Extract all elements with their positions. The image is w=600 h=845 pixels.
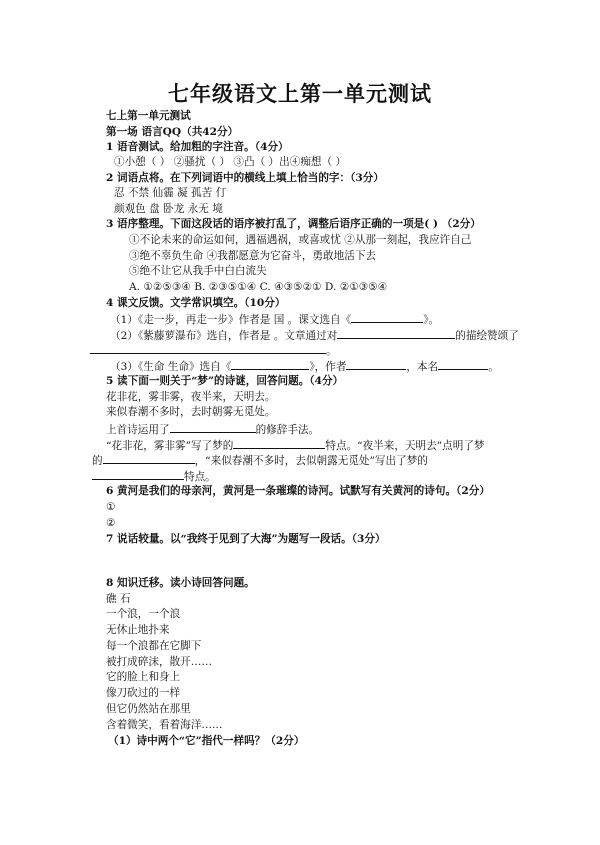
question-5-answer-line-1: [106, 437, 485, 453]
poem-line: 但它仍然站在那里: [106, 703, 191, 715]
poem-line: 每一个浪都在它脚下: [106, 640, 202, 652]
question-5-a1: “花非花，雾非雾”写了梦的: [106, 440, 234, 452]
poem-line: 无休止地扑来: [106, 624, 170, 636]
answer-blank[interactable]: [233, 437, 325, 449]
question-4-part-3-name: ，本名: [406, 361, 439, 373]
subtitle: 七上第一单元测试: [106, 110, 191, 122]
question-4-part-2-text: （2）《紫藤萝瀑布》选自，作者是 。文章通过对: [110, 330, 338, 342]
question-6-mark-1: ①: [106, 501, 116, 513]
poem-line: 像刀砍过的一样: [106, 687, 181, 699]
answer-blank[interactable]: [337, 327, 455, 339]
question-3-stem: 3 语序整理。下面这段话的语序被打乱了，调整后语序正确的一项是( ) （2分）: [106, 218, 481, 230]
question-8-sub-1: （1）诗中两个“它”指代一样吗？（2分）: [108, 735, 305, 747]
question-5-stem: 5 读下面一则关于“梦”的诗谜，回答问题。（4分）: [106, 375, 344, 387]
poem-line: 被打成碎沫，散开……: [106, 656, 212, 668]
answer-blank[interactable]: [346, 358, 406, 370]
answer-blank[interactable]: [231, 358, 309, 370]
question-4-part-1-end: 》。: [423, 314, 440, 326]
question-4-part-1: [110, 311, 439, 327]
question-4-part-3-author: 》，作者: [309, 361, 347, 373]
question-3-sentence-3: ⑤绝不让它从我手中白白流失: [129, 265, 267, 277]
question-4-part-1-text: （1）《走一步，再走一步》作者是 国 。课文选自《: [110, 314, 352, 326]
question-5-ask-end: 的修辞手法。: [255, 424, 320, 436]
question-4-stem: 4 课文反馈。文学常识填空。（10分）: [106, 297, 286, 309]
question-3-sentence-1: ①不论未来的命运如何，遇福遇祸，或喜或忧 ②从那一刻起，我应许自己: [129, 234, 472, 246]
question-5-a5: 特点。: [184, 471, 216, 483]
question-4-part-2-end: 。: [326, 345, 337, 357]
question-1-stem: 1 语音测试。给加粗的字注音。（4分）: [106, 141, 289, 153]
question-5-a3: 的: [92, 455, 103, 467]
question-3-options: A. ①②⑤③④ B. ②③⑤①④ C. ④③⑤②① D. ②①③⑤④: [129, 281, 388, 293]
question-8-stem: 8 知识迁移。读小诗回答问题。: [106, 577, 255, 589]
question-4-part-2-cont: [90, 342, 337, 358]
question-5-answer-line-3: [92, 468, 216, 484]
section-heading: 第一场 语言QQ（共42分）: [106, 126, 239, 138]
question-2-row-2: 颜观色 盘 卧龙 永无 境: [114, 203, 223, 215]
answer-blank[interactable]: [92, 468, 184, 480]
poem-line: 一个浪，一个浪: [106, 608, 181, 620]
answer-blank[interactable]: [351, 311, 423, 323]
question-5-ask: [106, 421, 319, 437]
question-5-a4: ，“来似春潮不多时，去似朝露无觅处”写出了梦的: [194, 455, 428, 467]
question-4-part-2-mid: 的描绘赞颂了: [455, 330, 519, 342]
answer-blank[interactable]: [103, 452, 195, 464]
answer-blank[interactable]: [438, 358, 488, 370]
question-3-sentence-2: ③绝不辜负生命 ④我都愿意为它奋斗，勇敢地活下去: [129, 250, 377, 262]
answer-blank[interactable]: [90, 342, 326, 354]
question-2-stem: 2 词语点将。在下列词语中的横线上填上恰当的字：（3分）: [106, 172, 384, 184]
question-4-part-2: [110, 327, 519, 343]
question-7-stem: 7 说话较量。以“我终于见到了大海”为题写一段话。（3分）: [106, 533, 386, 545]
question-5-poem-line-1: 花非花，雾非雾，夜半来，天明去。: [106, 391, 276, 403]
question-1-items: ①小憩（ ） ②骚扰（ ） ③凸（ ）出④痴想（ ）: [114, 156, 347, 168]
question-2-row-1: 忍 不禁 仙霾 凝 孤苦 仃: [114, 187, 227, 199]
question-4-part-3-text: （3）《生命 生命》选自《: [110, 361, 232, 373]
poem-title: 礁 石: [106, 593, 131, 605]
question-4-part-3: [110, 358, 499, 374]
page-title: 七年级语文上第一单元测试: [168, 81, 432, 106]
poem-line: 含着微笑，看着海洋……: [106, 719, 223, 731]
question-4-part-3-end: 。: [488, 361, 499, 373]
answer-blank[interactable]: [170, 421, 256, 433]
poem-line: 它的脸上和身上: [106, 671, 181, 683]
question-5-a2: 特点。“夜半来，天明去”点明了梦: [325, 440, 485, 452]
question-5-answer-line-2: [92, 452, 428, 468]
question-6-mark-2: ②: [106, 517, 116, 529]
question-5-poem-line-2: 来似春潮不多时，去时朝雾无觅处。: [106, 406, 276, 418]
question-6-stem: 6 黄河是我们的母亲河，黄河是一条璀璨的诗河。试默写有关黄河的诗句。（2分）: [106, 485, 490, 497]
question-5-ask-text: 上首诗运用了: [106, 424, 170, 436]
